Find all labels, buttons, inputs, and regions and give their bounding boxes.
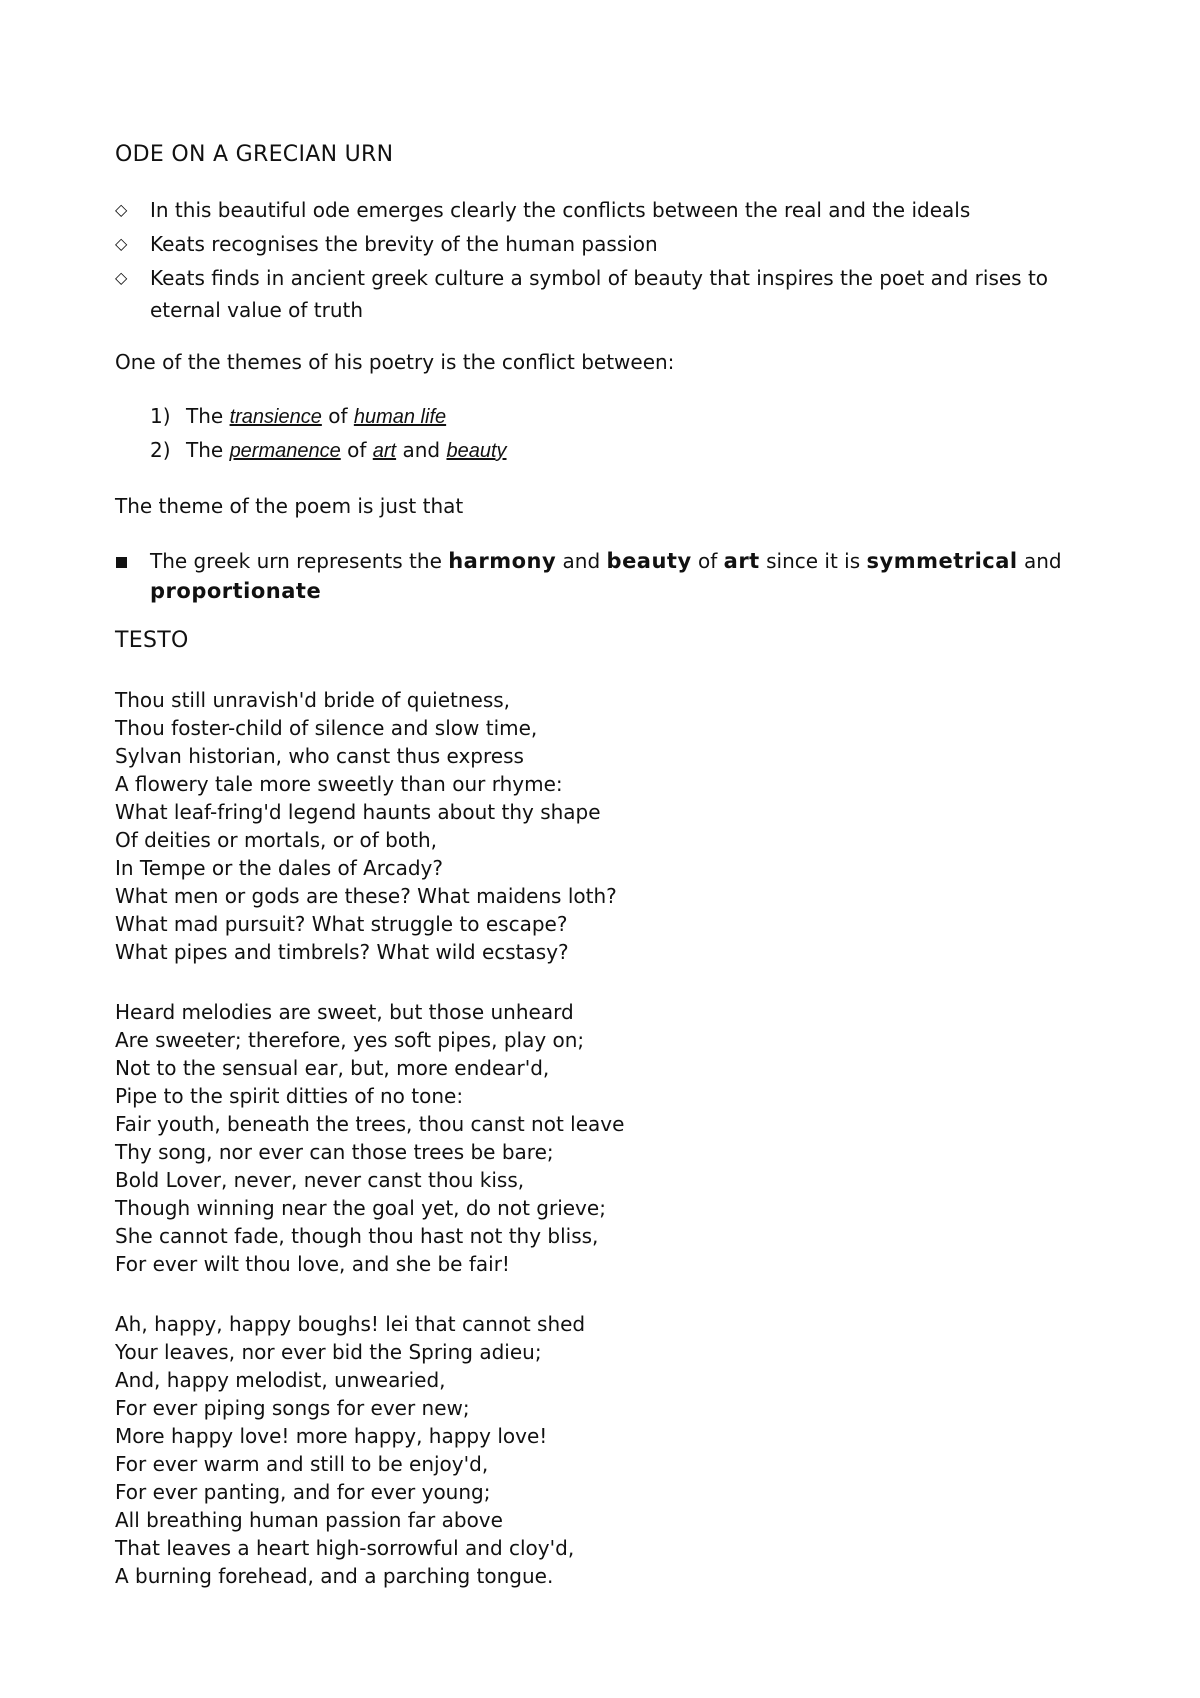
section-title: TESTO — [115, 628, 189, 653]
poem-line: Thou foster-child of silence and slow time, — [115, 716, 538, 740]
poem-line: Not to the sensual ear, but, more endear'd, — [115, 1056, 550, 1080]
list-item: The greek urn represents the harmony and beauty of art since it is symmetrical and proportionate — [150, 546, 1110, 606]
poem-line: For ever wilt thou love, and she be fair! — [115, 1252, 510, 1276]
poem-line: Thou still unravish'd bride of quietness, — [115, 688, 511, 712]
themes-intro: One of the themes of his poetry is the conflict between: — [115, 350, 675, 374]
poem-line: For ever piping songs for ever new; — [115, 1396, 470, 1420]
diamond-bullet-icon: ◇ — [115, 268, 128, 287]
poem-line: In Tempe or the dales of Arcady? — [115, 856, 443, 880]
poem-line: What pipes and timbrels? What wild ecstasy? — [115, 940, 569, 964]
list-item: ◇ In this beautiful ode emerges clearly the conflicts between the real and the ideals — [150, 194, 1110, 226]
poem-line: She cannot fade, though thou hast not thy bliss, — [115, 1224, 599, 1248]
poem-line: A burning forehead, and a parching tongue. — [115, 1564, 554, 1588]
poem-line: Ah, happy, happy boughs! lei that cannot shed — [115, 1312, 586, 1336]
poem-line: For ever panting, and for ever young; — [115, 1480, 491, 1504]
poem-line: Pipe to the spirit ditties of no tone: — [115, 1084, 464, 1108]
document-title: ODE ON A GRECIAN URN — [115, 142, 394, 167]
poem-line: Fair youth, beneath the trees, thou canst not leave — [115, 1112, 625, 1136]
poem-line: A flowery tale more sweetly than our rhyme: — [115, 772, 563, 796]
poem-line: And, happy melodist, unwearied, — [115, 1368, 446, 1392]
poem-line: Bold Lover, never, never canst thou kiss, — [115, 1168, 525, 1192]
list-item: ◇ Keats recognises the brevity of the human passion — [150, 228, 1110, 260]
poem-line: Though winning near the goal yet, do not grieve; — [115, 1196, 606, 1220]
poem-line: Sylvan historian, who canst thus express — [115, 744, 524, 768]
poem-line: Thy song, nor ever can those trees be bare; — [115, 1140, 554, 1164]
poem-line: Are sweeter; therefore, yes soft pipes, play on; — [115, 1028, 585, 1052]
square-bullet-icon — [116, 557, 127, 568]
diamond-bullet-icon: ◇ — [115, 234, 128, 253]
poem-line: For ever warm and still to be enjoy'd, — [115, 1452, 489, 1476]
list-item: ◇ Keats finds in ancient greek culture a symbol of beauty that inspires the poet and rises to eternal value of truth — [150, 262, 1110, 326]
poem-line: Of deities or mortals, or of both, — [115, 828, 437, 852]
diamond-bullet-icon: ◇ — [115, 200, 128, 219]
list-item: 1) The transience of human life — [150, 404, 447, 428]
list-item: 2) The permanence of art and beauty — [150, 438, 507, 462]
theme-line: The theme of the poem is just that — [115, 494, 464, 518]
poem-line: What mad pursuit? What struggle to escape? — [115, 912, 568, 936]
poem-line: Your leaves, nor ever bid the Spring adieu; — [115, 1340, 542, 1364]
poem-line: More happy love! more happy, happy love! — [115, 1424, 548, 1448]
poem-line: What men or gods are these? What maidens loth? — [115, 884, 617, 908]
poem-line: What leaf-fring'd legend haunts about thy shape — [115, 800, 601, 824]
poem-line: Heard melodies are sweet, but those unheard — [115, 1000, 574, 1024]
poem-line: That leaves a heart high-sorrowful and cloy'd, — [115, 1536, 575, 1560]
poem-line: All breathing human passion far above — [115, 1508, 503, 1532]
